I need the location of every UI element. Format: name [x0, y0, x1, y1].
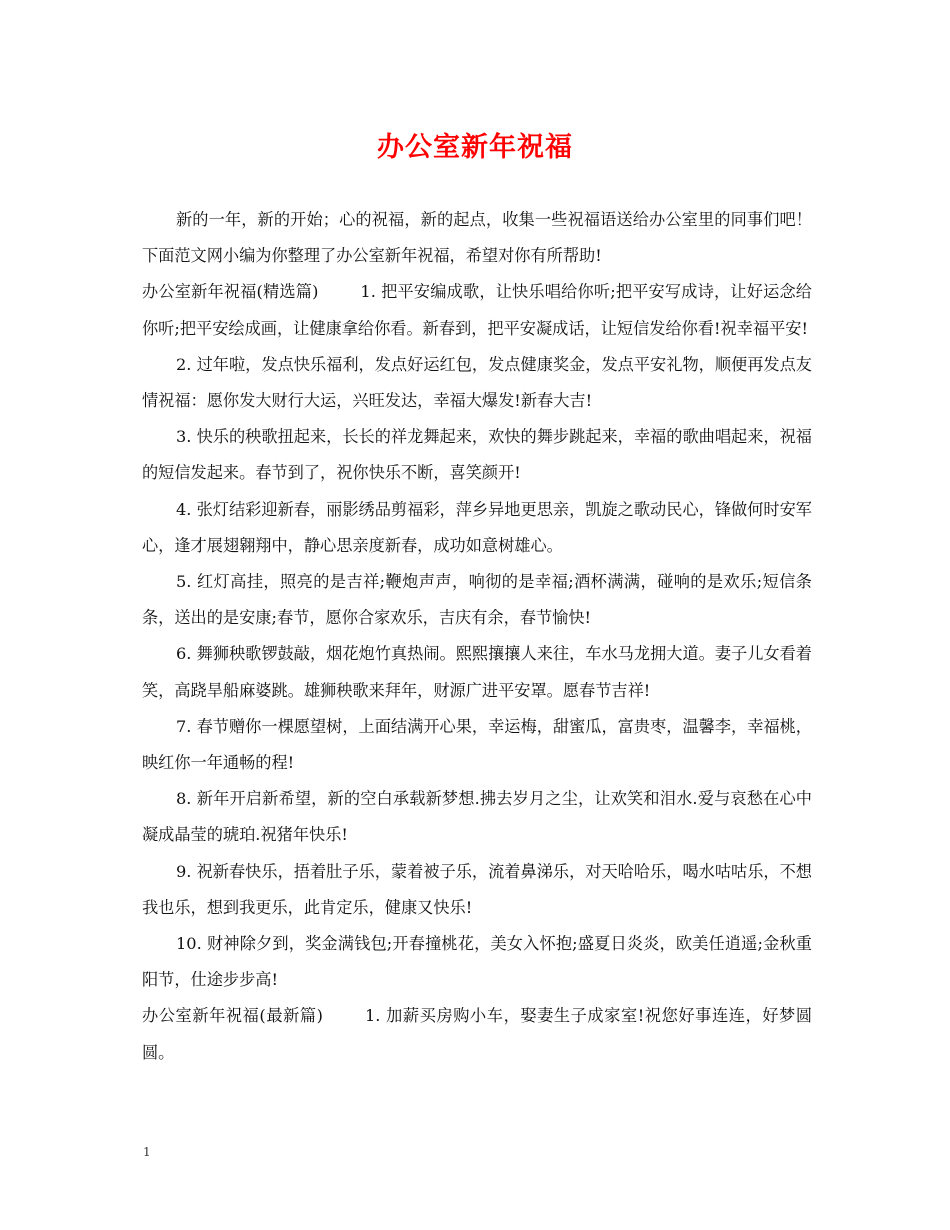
list-item: 4. 张灯结彩迎新春，丽影绣品剪福彩，萍乡异地更思亲，凯旋之歌动民心，锋做何时安军心，逢才展翅翱翔中，静心思亲度新春，成功如意树雄心。 — [142, 499, 812, 555]
section-2-item-1: 1. 加薪买房购小车，娶妻生子成家室!祝您好事连连，好梦圆圆。 — [142, 1006, 813, 1062]
section-1-item-1: 1. 把平安编成歌，让快乐唱给你听;把平安写成诗，让好运念给你听;把平安绘成画，让健康拿给你看。新春到，把平安凝成话，让短信发给你看!祝幸福平安! — [142, 282, 812, 338]
list-item: 5. 红灯高挂，照亮的是吉祥;鞭炮声声，响彻的是幸福;酒杯满满，碰响的是欢乐;短信条条，送出的是安康;春节，愿你合家欢乐，吉庆有余，春节愉快! — [142, 572, 812, 628]
list-item: 9. 祝新春快乐，捂着肚子乐，蒙着被子乐，流着鼻涕乐，对天哈哈乐，喝水咕咕乐，不想我也乐，想到我更乐，此肯定乐，健康又快乐! — [142, 861, 812, 917]
list-item: 7. 春节赠你一棵愿望树，上面结满开心果，幸运梅，甜蜜瓜，富贵枣，温馨李，幸福桃，映红你一年通畅的程! — [142, 716, 812, 773]
document-title: 办公室新年祝福 — [377, 132, 573, 163]
section-1-heading: 办公室新年祝福(精选篇) — [142, 282, 319, 302]
list-item: 10. 财神除夕到，奖金满钱包;开春撞桃花，美女入怀抱;盛夏日炎炎，欧美任逍遥;金秋重阳节，仕途步步高! — [142, 934, 812, 990]
section-2-paragraph — [142, 998, 812, 1070]
section-2-heading: 办公室新年祝福(最新篇) — [142, 1006, 323, 1026]
section-1-paragraph — [142, 274, 812, 346]
list-item: 2. 过年啦，发点快乐福利，发点好运红包，发点健康奖金，发点平安礼物，顺便再发点友情祝福：愿你发大财行大运，兴旺发达，幸福大爆发!新春大吉! — [142, 354, 812, 411]
document-body — [142, 202, 812, 1071]
list-item: 6. 舞狮秧歌锣鼓敲，烟花炮竹真热闹。熙熙攘攘人来往，车水马龙拥大道。妻子儿女看着笑，高跷旱船麻婆跳。雄狮秧歌来拜年，财源广进平安罩。愿春节吉祥! — [142, 644, 812, 700]
page-number: 1 — [143, 1145, 151, 1159]
list-item: 3. 快乐的秧歌扭起来，长长的祥龙舞起来，欢快的舞步跳起来，幸福的歌曲唱起来，祝福的短信发起来。春节到了，祝你快乐不断，喜笑颜开! — [142, 427, 812, 483]
intro-paragraph: 新的一年，新的开始；心的祝福，新的起点，收集一些祝福语送给办公室里的同事们吧！下面范文网小编为你整理了办公室新年祝福，希望对你有所帮助! — [142, 210, 812, 266]
list-item: 8. 新年开启新希望，新的空白承载新梦想.拂去岁月之尘，让欢笑和泪水.爱与哀愁在心中凝成晶莹的琥珀.祝猪年快乐! — [142, 789, 812, 845]
